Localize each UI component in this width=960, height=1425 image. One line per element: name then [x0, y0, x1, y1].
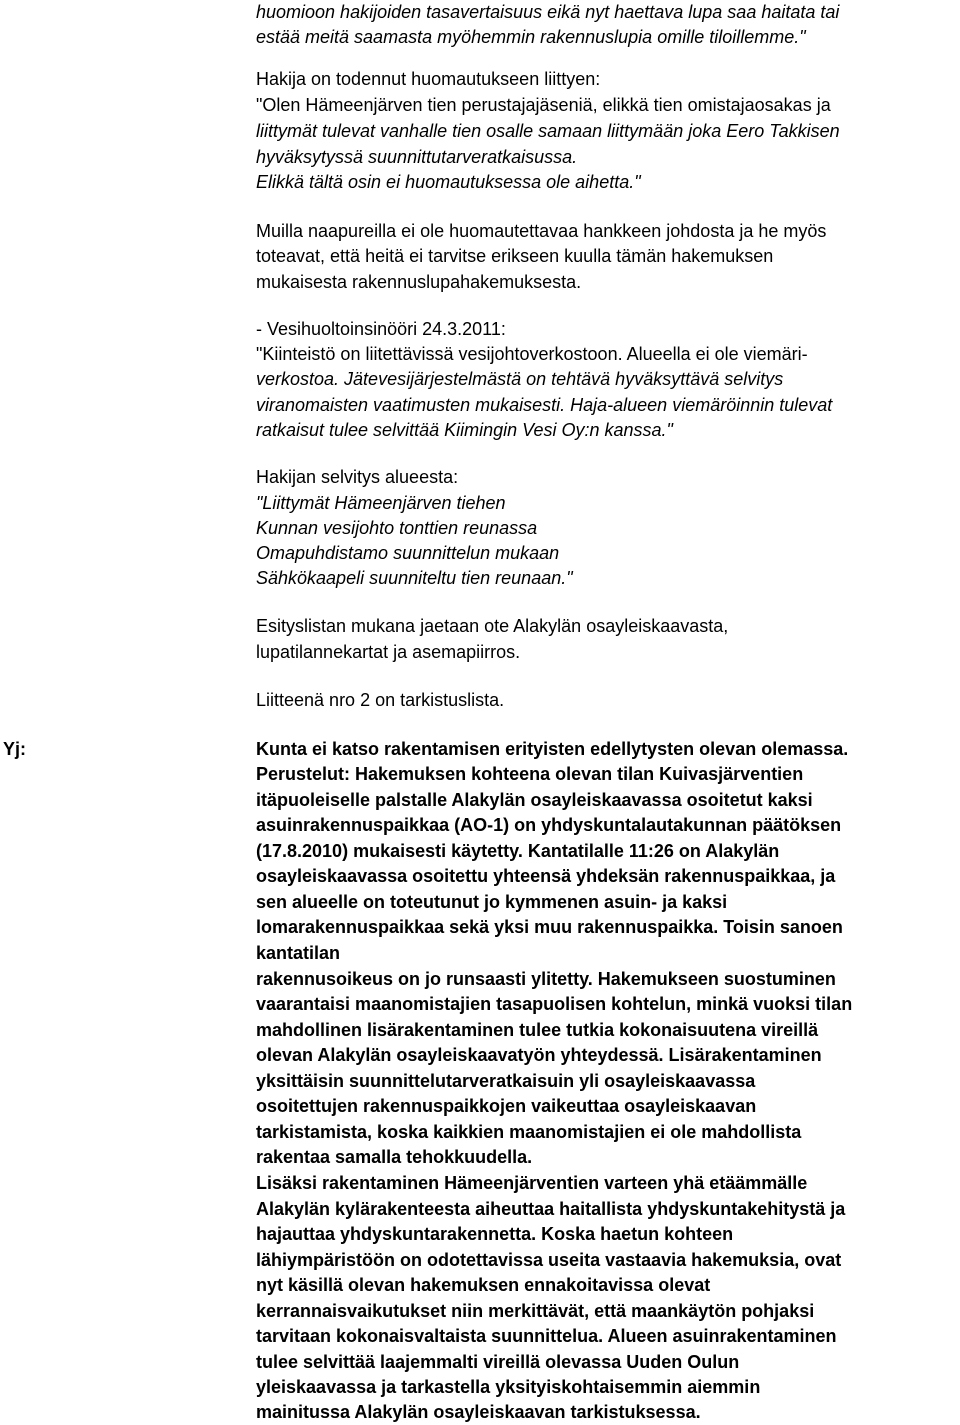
proposal-line: osayleiskaavassa osoitettu yhteensä yhdeksän rakennuspaikkaa, ja: [256, 866, 836, 886]
proposal-line: olevan Alakylän osayleiskaavatyön yhteydessä. Lisärakentaminen: [256, 1045, 822, 1065]
proposal-line: mahdollinen lisärakentaminen tulee tutkia kokonaisuutena vireillä: [256, 1020, 819, 1040]
intro-line: estää meitä saamasta myöhemmin rakennuslupia omille tiloillemme.": [256, 27, 806, 47]
proposal-line: sen alueelle on toteutunut jo kymmenen asuin- ja kaksi: [256, 892, 728, 912]
proposal-line: yleiskaavassa ja tarkastella yksityiskohtaisemmin aiemmin: [256, 1377, 761, 1397]
intro-line: huomioon hakijoiden tasavertaisuus eikä nyt haettava lupa saa haitata tai: [256, 2, 840, 22]
proposal-line: rakennusoikeus on jo runsaasti ylitetty. Hakemukseen suostuminen: [256, 969, 836, 989]
attachments-line: lupatilannekartat ja asemapiirros.: [256, 642, 521, 662]
neighbours-line: mukaisesta rakennuslupahakemuksesta.: [256, 272, 582, 292]
water-engineer-quote-line: verkostoa. Jätevesijärjestelmästä on tehtävä hyväksyttävä selvitys: [256, 369, 784, 389]
proposal-line: hajauttaa yhdyskuntarakennetta. Koska haetun kohteen: [256, 1224, 734, 1244]
applicant-report-line: Omapuhdistamo suunnittelun mukaan: [256, 543, 560, 563]
proposal-line: rakentaa samalla tehokkuudella.: [256, 1147, 533, 1167]
proposal-label: Yj:: [3, 739, 27, 759]
proposal-line: Perustelut: Hakemuksen kohteena olevan tilan Kuivasjärventien: [256, 764, 804, 784]
proposal-line: mainitussa Alakylän osayleiskaavan tarkistuksessa.: [256, 1402, 701, 1422]
water-engineer-quote-line: viranomaisten vaatimusten mukaisesti. Haja-alueen viemäröinnin tulevat: [256, 395, 833, 415]
statement-quote-line: liittymät tulevat vanhalle tien osalle samaan liittymään joka Eero Takkisen: [256, 121, 840, 141]
proposal-line: Kunta ei katso rakentamisen erityisten edellytysten olevan olemassa.: [256, 739, 849, 759]
statement-quote-line: hyväksytyssä suunnittutarveratkaisussa.: [256, 147, 578, 167]
proposal-line: itäpuoleiselle palstalle Alakylän osayleiskaavassa osoitetut kaksi: [256, 790, 813, 810]
appendix-line: Liitteenä nro 2 on tarkistuslista.: [256, 690, 505, 710]
water-engineer-quote-line: ratkaisut tulee selvittää Kiimingin Vesi Oy:n kanssa.": [256, 420, 673, 440]
proposal-line: asuinrakennuspaikkaa (AO-1) on yhdyskuntalautakunnan päätöksen: [256, 815, 842, 835]
applicant-report-line: Sähkökaapeli suunniteltu tien reunaan.": [256, 568, 573, 588]
statement-quote-line: "Olen Hämeenjärven tien perustajajäseniä, elikkä tien omistajaosakas ja: [256, 95, 831, 115]
neighbours-line: toteavat, että heitä ei tarvitse erikseen kuulla tämän hakemuksen: [256, 246, 774, 266]
applicant-report-heading: Hakijan selvitys alueesta:: [256, 467, 459, 487]
proposal-line: (17.8.2010) mukaisesti käytetty. Kantatilalle 11:26 on Alakylän: [256, 841, 780, 861]
proposal-line: lomarakennuspaikkaa sekä yksi muu rakennuspaikka. Toisin sanoen: [256, 917, 843, 937]
attachments-line: Esityslistan mukana jaetaan ote Alakylän osayleiskaavasta,: [256, 616, 729, 636]
proposal-line: tulee selvittää laajemmalti vireillä olevassa Uuden Oulun: [256, 1352, 740, 1372]
applicant-report-line: "Liittymät Hämeenjärven tiehen: [256, 493, 506, 513]
statement-quote-line: Elikkä tältä osin ei huomautuksessa ole aihetta.": [256, 172, 641, 192]
water-engineer-quote-line: "Kiinteistö on liitettävissä vesijohtoverkostoon. Alueella ei ole viemäri-: [256, 344, 808, 364]
statement-heading: Hakija on todennut huomautukseen liittyen:: [256, 69, 601, 89]
proposal-line: yksittäisin suunnittelutarveratkaisuin yli osayleiskaavassa: [256, 1071, 756, 1091]
proposal-line: osoitettujen rakennuspaikkojen vaikeuttaa osayleiskaavan: [256, 1096, 757, 1116]
applicant-report-line: Kunnan vesijohto tonttien reunassa: [256, 518, 538, 538]
proposal-line: Lisäksi rakentaminen Hämeenjärventien varteen yhä etäämmälle: [256, 1173, 808, 1193]
proposal-line: tarkistamista, koska kaikkien maanomistajien ei ole mahdollista: [256, 1122, 802, 1142]
water-engineer-heading: - Vesihuoltoinsinööri 24.3.2011:: [256, 319, 506, 339]
neighbours-line: Muilla naapureilla ei ole huomautettavaa hankkeen johdosta ja he myös: [256, 221, 827, 241]
proposal-line: vaarantaisi maanomistajien tasapuolisen kohtelun, minkä vuoksi tilan: [256, 994, 853, 1014]
proposal-line: nyt käsillä olevan hakemuksen ennakoitavissa olevat: [256, 1275, 711, 1295]
proposal-line: tarvitaan kokonaisvaltaista suunnittelua. Alueen asuinrakentaminen: [256, 1326, 837, 1346]
proposal-line: kantatilan: [256, 943, 341, 963]
proposal-line: Alakylän kylärakenteesta aiheuttaa haitallista yhdyskuntakehitystä ja: [256, 1199, 846, 1219]
proposal-line: kerrannaisvaikutukset niin merkittävät, että maankäytön pohjaksi: [256, 1301, 815, 1321]
proposal-line: lähiympäristöön on odotettavissa useita vastaavia hakemuksia, ovat: [256, 1250, 842, 1270]
